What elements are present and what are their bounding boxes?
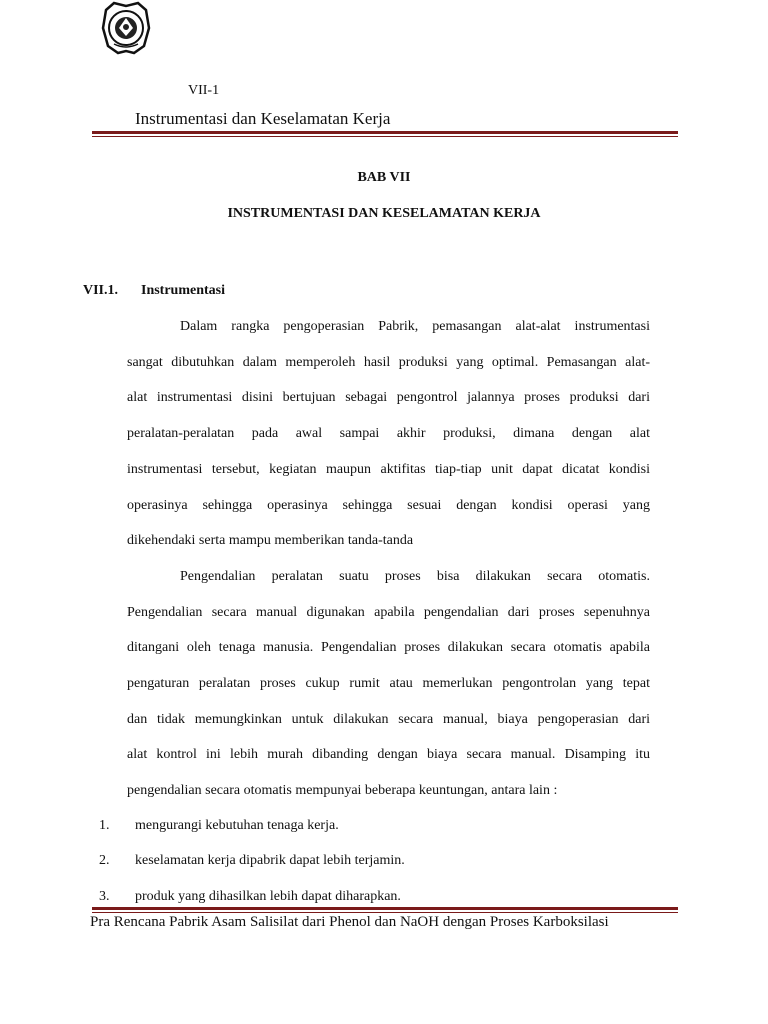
paragraph-1-line-3: alat instrumentasi disini bertujuan sebagai pengontrol jalannya proses produksi dari [127,390,650,405]
paragraph-2-line-2: Pengendalian secara manual digunakan apabila pengendalian dari proses sepenuhnya [127,605,650,620]
header-divider [92,131,678,137]
footer-divider [92,907,678,913]
footer-text: Pra Rencana Pabrik Asam Salisilat dari Phenol dan NaOH dengan Proses Karboksilasi [90,914,609,930]
paragraph-2-line-7: pengendalian secara otomatis mempunyai beberapa keuntungan, antara lain : [127,783,558,798]
paragraph-1-line-1: Dalam rangka pengoperasian Pabrik, pemasangan alat-alat instrumentasi [180,319,650,334]
list-item-text: produk yang dihasilkan lebih dapat diharapkan. [135,889,401,904]
paragraph-2-line-3: ditangani oleh tenaga manusia. Pengendalian proses dilakukan secara otomatis apabila [127,640,650,655]
paragraph-2-line-6: alat kontrol ini lebih murah dibanding dengan biaya secara manual. Disamping itu [127,747,650,762]
paragraph-2-line-1: Pengendalian peralatan suatu proses bisa dilakukan secara otomatis. [180,569,650,584]
paragraph-1-line-6: operasinya sehingga operasinya sehingga sesuai dengan kondisi operasi yang [127,498,650,513]
paragraph-1-line-7: dikehendaki serta mampu memberikan tanda-tanda [127,533,414,548]
list-item-text: mengurangi kebutuhan tenaga kerja. [135,818,339,833]
section-number: VII.1. [83,283,119,298]
section-title: Instrumentasi [141,283,226,298]
paragraph-2-line-4: pengaturan peralatan proses cukup rumit atau memerlukan pengontrolan yang tepat [127,676,650,691]
header-title: Instrumentasi dan Keselamatan Kerja [135,109,391,128]
paragraph-1-line-2: sangat dibutuhkan dalam memperoleh hasil produksi yang optimal. Pemasangan alat- [127,355,650,370]
list-item-number: 1. [99,818,110,833]
paragraph-2-line-5: dan tidak memungkinkan untuk dilakukan secara manual, biaya pengoperasian dari [127,712,650,727]
university-seal-logo [100,0,152,56]
page-number: VII-1 [188,83,220,98]
paragraph-1-line-5: instrumentasi tersebut, kegiatan maupun aktifitas tiap-tiap unit dapat dicatat kondisi [127,462,650,477]
list-item-number: 2. [99,853,110,868]
list-item-number: 3. [99,889,110,904]
list-item-text: keselamatan kerja dipabrik dapat lebih terjamin. [135,853,405,868]
paragraph-1-line-4: peralatan-peralatan pada awal sampai akhir produksi, dimana dengan alat [127,426,650,441]
chapter-title: INSTRUMENTASI DAN KESELAMATAN KERJA [227,206,541,221]
chapter-label: BAB VII [357,170,411,185]
